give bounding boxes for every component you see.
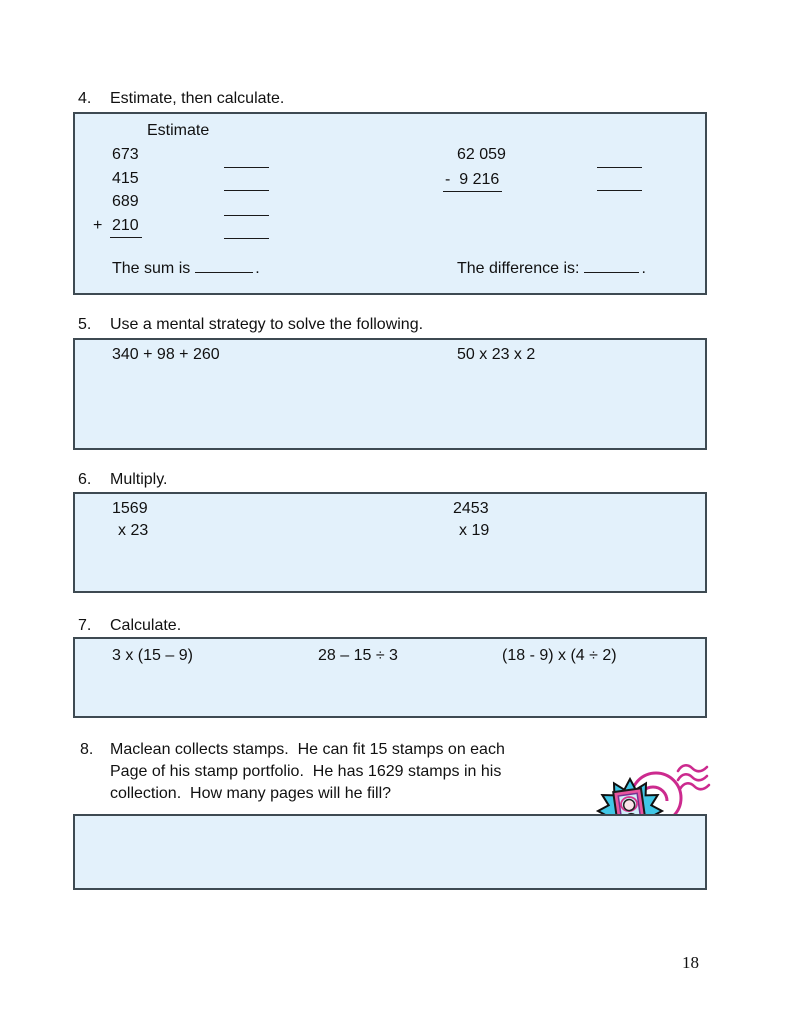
addend-1: 673 <box>112 146 139 163</box>
q6-right-multiplier: x 19 <box>459 522 490 539</box>
q4-prompt: Estimate, then calculate. <box>110 90 285 107</box>
q8-number: 8. <box>80 741 94 758</box>
estimate-blank <box>224 223 269 239</box>
difference-period: . <box>641 260 646 277</box>
addend-4-underlined: 210 <box>110 217 142 238</box>
q7-expression-3: (18 - 9) x (4 ÷ 2) <box>502 647 617 664</box>
page-number: 18 <box>682 953 699 972</box>
q5-number: 5. <box>78 316 92 333</box>
sum-answer-blank <box>195 260 253 273</box>
q7-answer-box <box>73 637 707 718</box>
q6-right-multiplicand: 2453 <box>453 500 489 517</box>
q4-answer-box <box>73 112 707 295</box>
q8-answer-box <box>73 814 707 890</box>
q5-prompt: Use a mental strategy to solve the following. <box>110 316 424 333</box>
q5-answer-box <box>73 338 707 450</box>
difference-line <box>457 260 646 278</box>
q6-number: 6. <box>78 471 92 488</box>
q6-left-multiplicand: 1569 <box>112 500 148 517</box>
sum-label: The sum is <box>112 260 191 277</box>
q5-right-expression: 50 x 23 x 2 <box>457 346 536 363</box>
subtrahend-underlined: - 9 216 <box>443 171 502 192</box>
plus-operator: + <box>93 217 103 234</box>
estimate-blank <box>224 175 269 191</box>
q6-left-multiplier: x 23 <box>118 522 149 539</box>
estimate-blank <box>224 200 269 216</box>
estimate-blank <box>597 175 642 191</box>
minuend: 62 059 <box>457 146 506 163</box>
estimate-blank <box>224 152 269 168</box>
addend-2: 415 <box>112 170 139 187</box>
q7-expression-1: 3 x (15 – 9) <box>112 647 193 664</box>
q7-number: 7. <box>78 617 92 634</box>
q8-text-line-3: collection. How many pages will he fill? <box>110 785 392 802</box>
addend-3: 689 <box>112 193 139 210</box>
sum-period: . <box>255 260 260 277</box>
estimate-column-header: Estimate <box>147 122 210 139</box>
difference-answer-blank <box>584 260 639 273</box>
q8-text-line-2: Page of his stamp portfolio. He has 1629 stamps in his <box>110 763 502 780</box>
estimate-blank <box>597 152 642 168</box>
q7-prompt: Calculate. <box>110 617 182 634</box>
postmark-squiggles <box>678 765 709 789</box>
q8-text-line-1: Maclean collects stamps. He can fit 15 stamps on each <box>110 741 505 758</box>
difference-label: The difference is: <box>457 260 580 277</box>
q6-answer-box <box>73 492 707 593</box>
sum-line <box>112 260 260 278</box>
q6-prompt: Multiply. <box>110 471 168 488</box>
q7-expression-2: 28 – 15 ÷ 3 <box>318 647 398 664</box>
q5-left-expression: 340 + 98 + 260 <box>112 346 220 363</box>
q4-number: 4. <box>78 90 92 107</box>
